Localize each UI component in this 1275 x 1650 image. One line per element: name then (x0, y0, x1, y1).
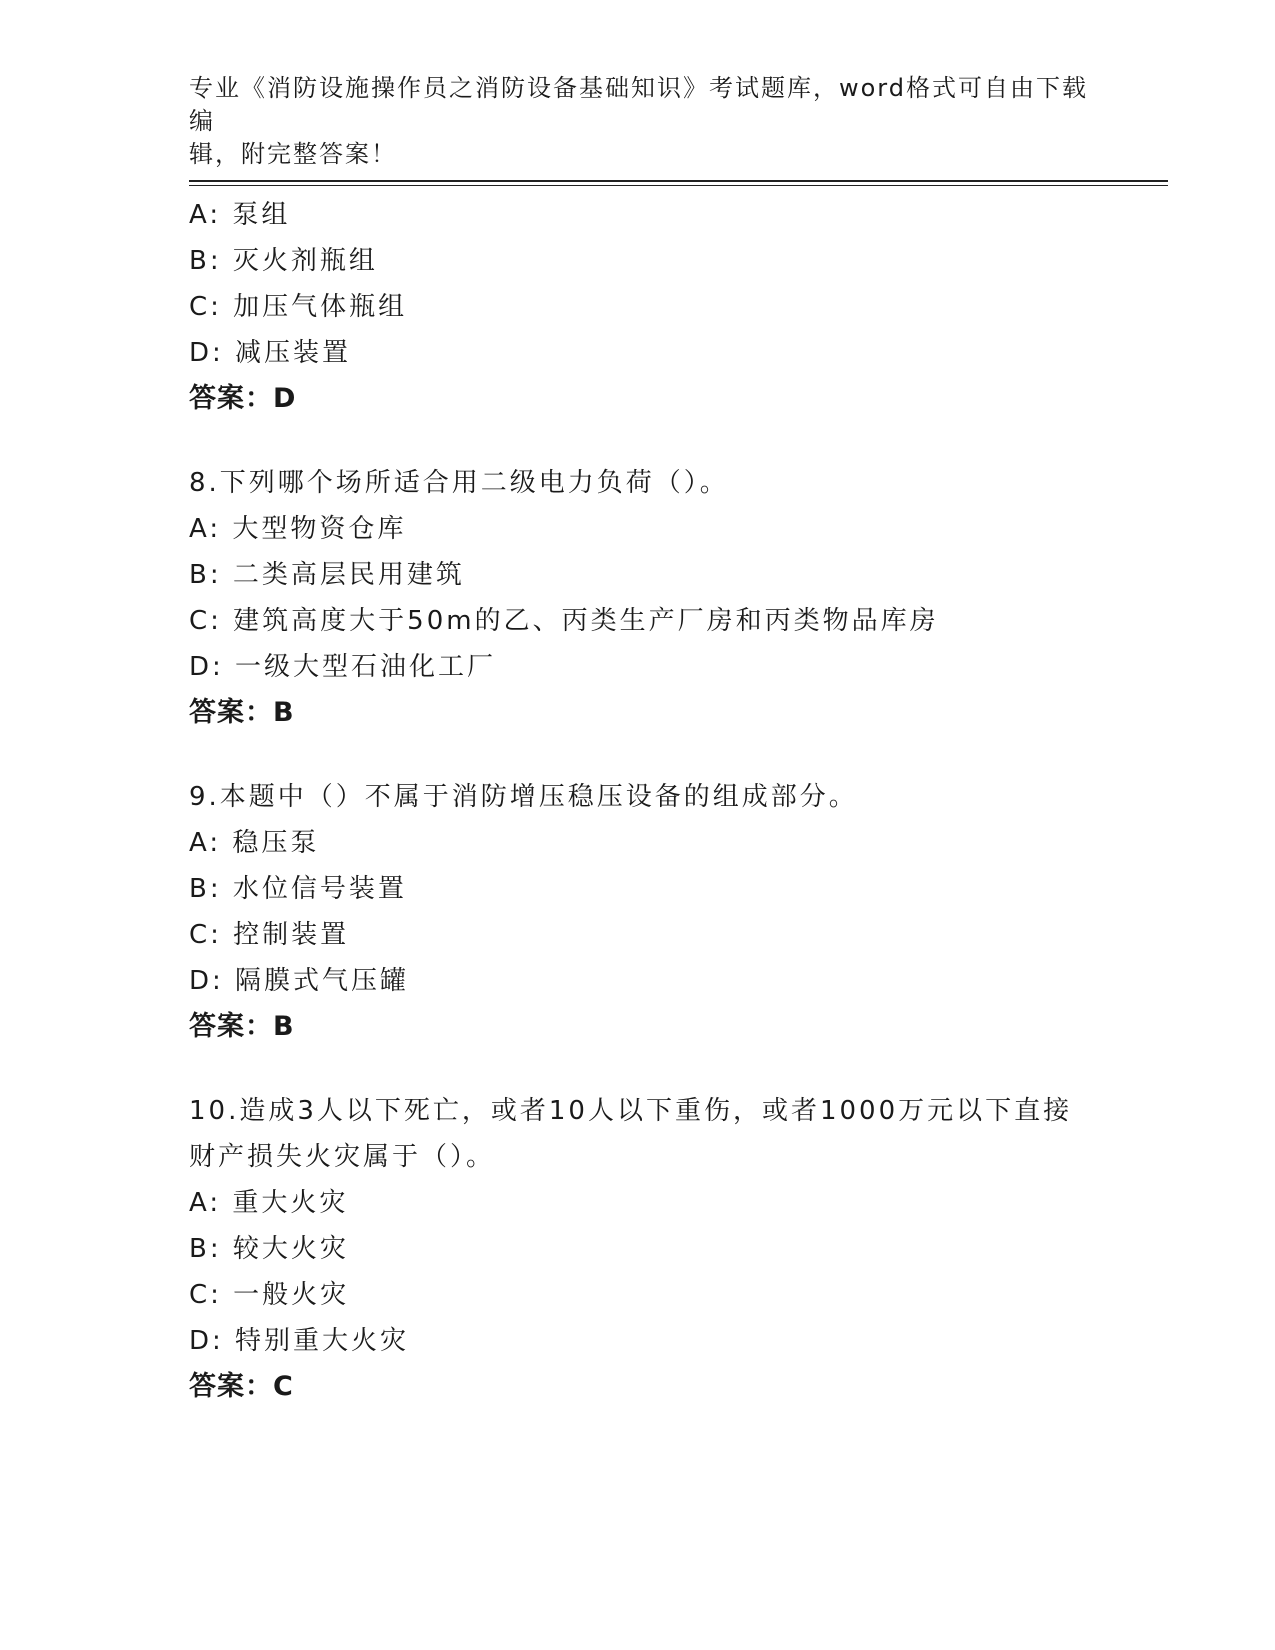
question-list (189, 192, 1129, 1410)
document-header (189, 72, 1089, 171)
question-10 (189, 1088, 1129, 1410)
option-c: C: 控制装置 (189, 920, 350, 950)
question-text: 9.本题中（）不属于消防增压稳压设备的组成部分。 (189, 782, 858, 812)
option-b: B: 较大火灾 (189, 1234, 349, 1264)
question-9 (189, 774, 1129, 1050)
option-d: D: 一级大型石油化工厂 (189, 652, 497, 682)
answer-label: 答案：B (189, 697, 295, 728)
option-a: A: 稳压泵 (189, 828, 320, 858)
option-d: D: 减压装置 (189, 338, 352, 368)
option-d: D: 隔膜式气压罐 (189, 966, 410, 996)
option-c: C: 加压气体瓶组 (189, 292, 408, 322)
question-text: 8.下列哪个场所适合用二级电力负荷（）。 (189, 468, 729, 498)
question-8 (189, 460, 1129, 736)
question-7-partial (189, 192, 1129, 422)
option-b: B: 水位信号装置 (189, 874, 407, 904)
option-a: A: 重大火灾 (189, 1188, 349, 1218)
option-b: B: 二类高层民用建筑 (189, 560, 465, 590)
option-a: A: 泵组 (189, 200, 291, 230)
question-text-line-1: 10.造成3人以下死亡，或者10人以下重伤，或者1000万元以下直接 (189, 1096, 1073, 1126)
answer-label: 答案：D (189, 383, 297, 414)
option-a: A: 大型物资仓库 (189, 514, 407, 544)
header-divider-thin (189, 185, 1168, 186)
header-divider-thick (189, 180, 1168, 182)
header-line-1: 专业《消防设施操作员之消防设备基础知识》考试题库，word格式可自由下载编 (189, 74, 1088, 135)
question-text-line-2: 财产损失火灾属于（）。 (189, 1142, 496, 1172)
option-c: C: 建筑高度大于50m的乙、丙类生产厂房和丙类物品库房 (189, 606, 939, 636)
answer-label: 答案：B (189, 1011, 295, 1042)
option-d: D: 特别重大火灾 (189, 1326, 410, 1356)
answer-label: 答案：C (189, 1371, 294, 1402)
option-b: B: 灭火剂瓶组 (189, 246, 378, 276)
header-line-2: 辑，附完整答案！ (189, 140, 397, 168)
option-c: C: 一般火灾 (189, 1280, 350, 1310)
